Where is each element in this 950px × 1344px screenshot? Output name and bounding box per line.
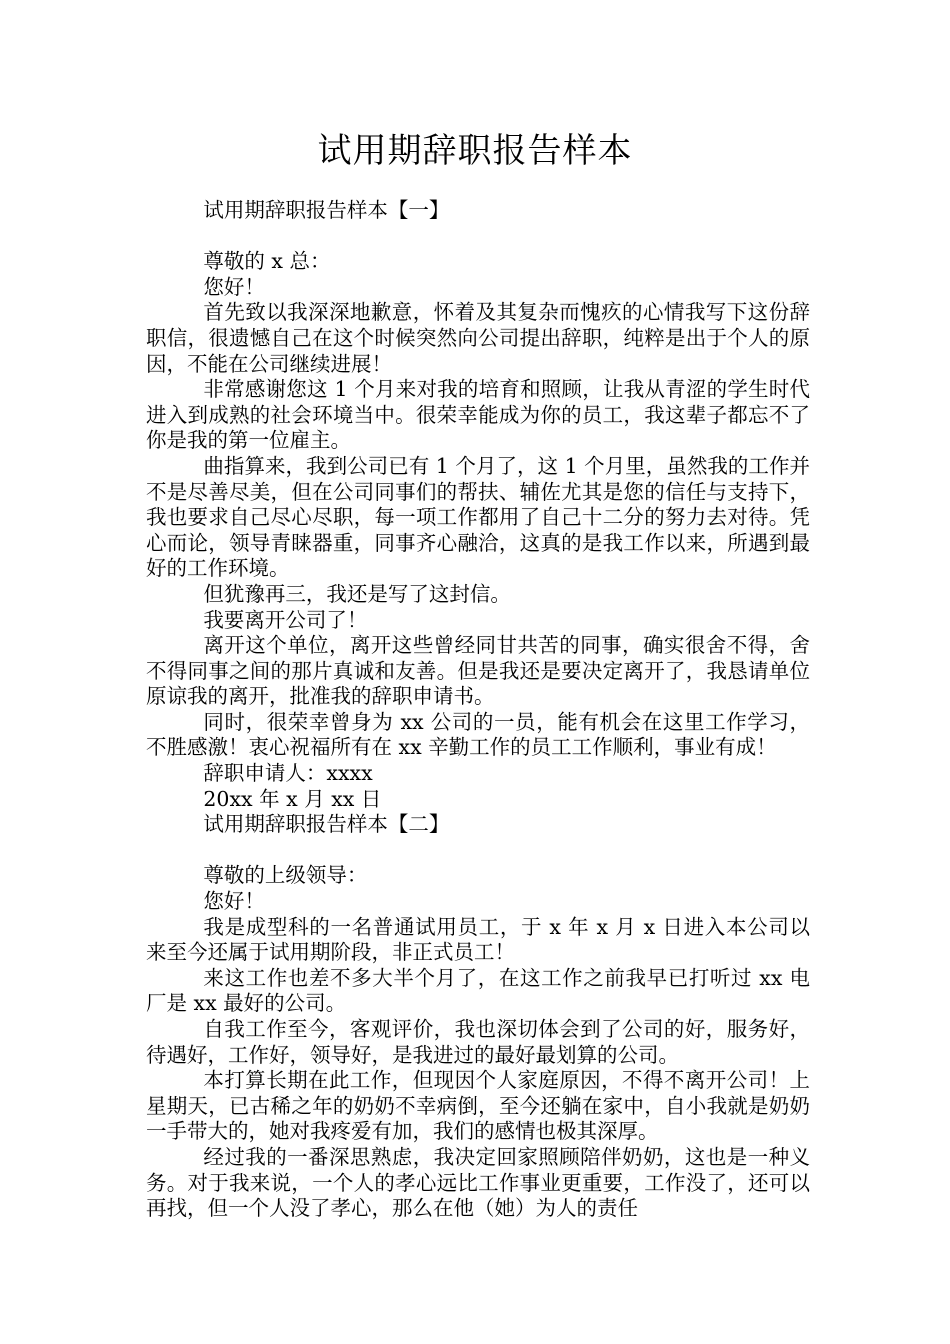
document-paragraph: 曲指算来，我到公司已有 1 个月了，这 1 个月里，虽然我的工作并不是尽善尽美，但在公司同事们的帮扶、辅佐尤其是您的信任与支持下，我也要求自己尽心尽职，每一项工作都用了自己十二分的努力去对待。凭心而论，领导青睐器重，同事齐心融洽，这真的是我工作以来，所遇到最好的工作环境。 [146, 453, 810, 581]
document-paragraph: 试用期辞职报告样本【二】 [203, 812, 450, 837]
document-title: 试用期辞职报告样本 [317, 131, 633, 171]
document-paragraph: 离开这个单位，离开这些曾经同甘共苦的同事，确实很舍不得，舍不得同事之间的那片真诚和友善。但是我还是要决定离开了，我恳请单位原谅我的离开，批准我的辞职申请书。 [146, 633, 810, 709]
document-paragraph: 我要离开公司了！ [203, 607, 368, 632]
document-body [146, 198, 810, 1222]
document-paragraph: 来这工作也差不多大半个月了，在这工作之前我早已打听过 xx 电厂是 xx 最好的公司。 [146, 965, 810, 1016]
document-paragraph [146, 838, 810, 864]
document-paragraph: 尊敬的 x 总： [203, 249, 331, 274]
document-paragraph: 您好！ [203, 274, 265, 299]
document-paragraph: 同时，很荣幸曾身为 xx 公司的一员，能有机会在这里工作学习，不胜感激！衷心祝福所有在 xx 辛勤工作的员工工作顺利，事业有成！ [146, 709, 810, 760]
document-paragraph: 尊敬的上级领导： [203, 863, 368, 888]
document-paragraph: 但犹豫再三，我还是写了这封信。 [203, 581, 511, 606]
document-paragraph: 我是成型科的一名普通试用员工，于 x 年 x 月 x 日进入本公司以来至今还属于试用期阶段，非正式员工！ [146, 914, 810, 965]
document-paragraph: 本打算长期在此工作，但现因个人家庭原因，不得不离开公司！上星期天，已古稀之年的奶奶不幸病倒，至今还躺在家中，自小我就是奶奶一手带大的，她对我疼爱有加，我们的感情也极其深厚。 [146, 1068, 810, 1144]
document-paragraph: 试用期辞职报告样本【一】 [203, 198, 450, 222]
document-paragraph: 20xx 年 x 月 xx 日 [203, 786, 382, 811]
document-paragraph [146, 224, 810, 250]
document-paragraph: 自我工作至今，客观评价，我也深切体会到了公司的好，服务好，待遇好，工作好，领导好，是我进过的最好最划算的公司。 [146, 1017, 810, 1067]
document-paragraph: 首先致以我深深地歉意，怀着及其复杂而愧疚的心情我写下这份辞职信，很遗憾自己在这个时候突然向公司提出辞职，纯粹是出于个人的原因，不能在公司继续进展！ [146, 300, 810, 376]
document-paragraph: 经过我的一番深思熟虑，我决定回家照顾陪伴奶奶，这也是一种义务。对于我来说，一个人的孝心远比工作事业更重要，工作没了，还可以再找，但一个人没了孝心，那么在他（她）为人的责任 [146, 1144, 810, 1221]
document-paragraph: 您好！ [203, 889, 265, 914]
document-paragraph: 辞职申请人：xxxx [203, 761, 373, 786]
document-paragraph: 非常感谢您这 1 个月来对我的培育和照顾，让我从青涩的学生时代进入到成熟的社会环境当中。很荣幸能成为你的员工，我这辈子都忘不了你是我的第一位雇主。 [146, 377, 810, 453]
